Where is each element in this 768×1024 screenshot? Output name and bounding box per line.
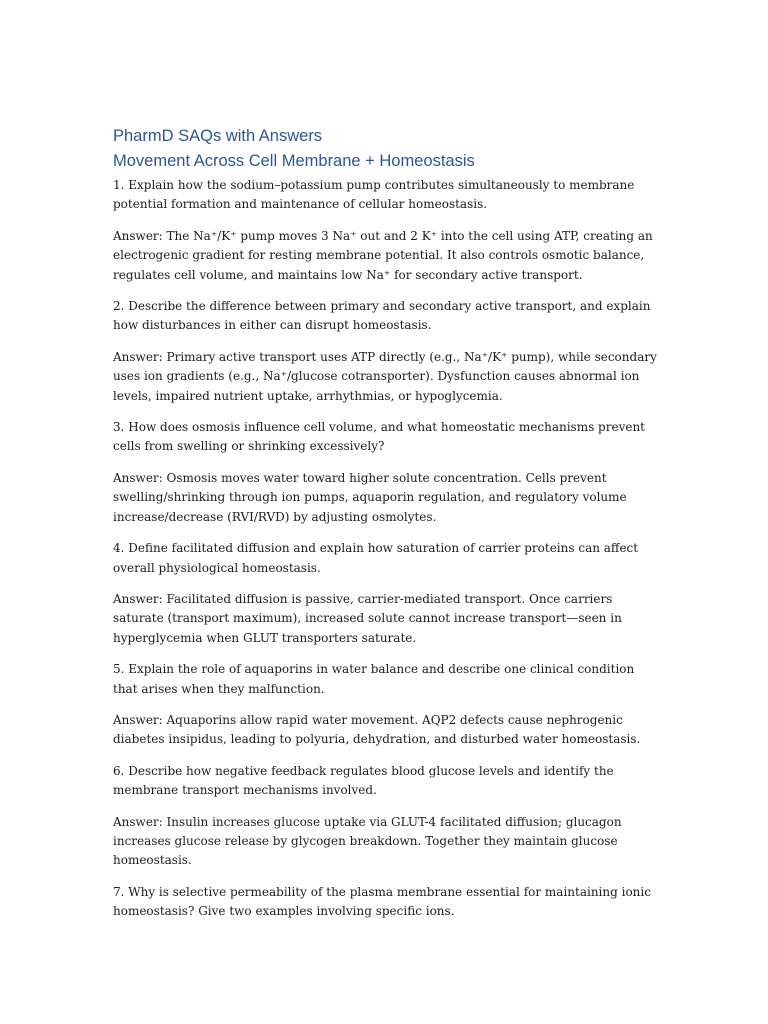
question-6: 6. Describe how negative feedback regulates blood glucose levels and identify the membrane transport mechanisms involved.	[113, 763, 614, 798]
document-subtitle: Movement Across Cell Membrane + Homeostasis	[113, 152, 475, 170]
qa-list	[113, 176, 661, 922]
question-2: 2. Describe the difference between primary and secondary active transport, and explain how disturbances in either can disrupt homeostasis.	[113, 299, 651, 333]
document-title: PharmD SAQs with Answers	[113, 127, 323, 145]
answer-5: Answer: Aquaporins allow rapid water movement. AQP2 defects cause nephrogenic diabetes insipidus, leading to polyuria, dehydration, and disturbed water homeostasis.	[113, 712, 641, 747]
question-1: 1. Explain how the sodium–potassium pump contributes simultaneously to membrane potential formation and maintenance of cellular homeostasis.	[113, 178, 635, 212]
answer-3: Answer: Osmosis moves water toward higher solute concentration. Cells prevent swelling/shrinking through ion pumps, aquaporin regulation, and regulatory volume increase/decrease (RVI/RVD) by adjusting osmolytes.	[113, 470, 627, 524]
question-4: 4. Define facilitated diffusion and explain how saturation of carrier proteins can affect overall physiological homeostasis.	[113, 541, 639, 575]
answer-2: Answer: Primary active transport uses ATP directly (e.g., Na⁺/K⁺ pump), while secondary uses ion gradients (e.g., Na⁺/glucose cotransporter). Dysfunction causes abnormal ion levels, impaired nutrient uptake, arrhythmias, or hypoglycemia.	[113, 349, 657, 403]
question-7: 7. Why is selective permeability of the plasma membrane essential for maintaining ionic homeostasis? Give two examples involving specific ions.	[113, 884, 651, 919]
question-3: 3. How does osmosis influence cell volume, and what homeostatic mechanisms prevent cells from swelling or shrinking excessively?	[113, 420, 646, 454]
answer-4: Answer: Facilitated diffusion is passive, carrier-mediated transport. Once carriers saturate (transport maximum), increased solute cannot increase transport—seen in hyperglycemia when GLUT transporters saturate.	[113, 591, 622, 645]
answer-6: Answer: Insulin increases glucose uptake via GLUT-4 facilitated diffusion; glucagon increases glucose release by glycogen breakdown. Together they maintain glucose homeostasis.	[113, 814, 622, 868]
answer-1: Answer: The Na⁺/K⁺ pump moves 3 Na⁺ out and 2 K⁺ into the cell using ATP, creating an electrogenic gradient for resting membrane potential. It also controls osmotic balance, regulates cell volume, and maintains low Na⁺ for secondary active transport.	[113, 228, 653, 282]
document-page	[113, 124, 661, 934]
question-5: 5. Explain the role of aquaporins in water balance and describe one clinical condition that arises when they malfunction.	[113, 662, 635, 696]
